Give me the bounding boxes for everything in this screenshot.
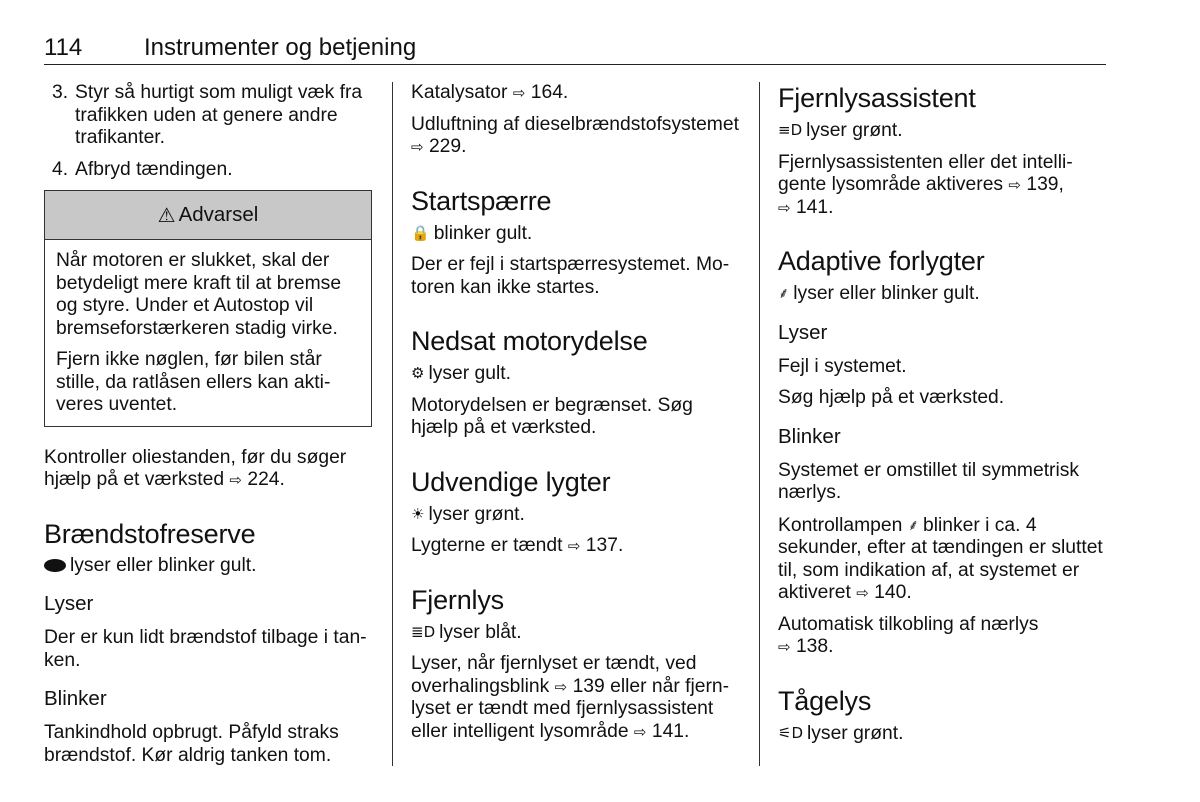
section-heading: Udvendige lygter (411, 466, 611, 497)
warning-header (45, 191, 371, 240)
page-header (44, 34, 1106, 65)
page-ref-arrow-icon: ⇨ (1008, 176, 1021, 194)
adaptive-headlight-icon: ⸙ (907, 515, 919, 534)
paragraph: ⚙ lyser gult. (411, 363, 511, 384)
warning-box (44, 190, 372, 427)
warning-title: Advarsel (178, 203, 259, 226)
list-item: 4. Afbryd tændingen. (52, 158, 233, 180)
paragraph: ≣D lyser blåt. (411, 621, 522, 643)
page-ref-arrow-icon: ⇨ (856, 584, 869, 602)
paragraph: Kontroller oliestanden, før du søger hjælp på et værksted ⇨ 224. (44, 446, 347, 490)
paragraph: Lygterne er tændt ⇨ 137. (411, 535, 624, 556)
page-ref-arrow-icon: ⇨ (778, 638, 791, 656)
warning-text: Fjern ikke nøglen, før bilen står stille, da ratlåsen ellers kan aktiveres uventet. (56, 349, 331, 415)
paragraph: Der er fejl i startspærresystemet. Motoren kan ikke startes. (411, 254, 730, 298)
high-beam-assist-icon: ≡D (778, 121, 803, 139)
paragraph: ≡D lyser grønt. (778, 120, 903, 141)
paragraph: Automatisk tilkobling af nærlys ⇨ 138. (778, 613, 1039, 657)
paragraph: ⸙ lyser eller blinker gult. (778, 283, 980, 304)
warning-text: Når motoren er slukket, skal der betydeligt mere kraft til at bremse og styre. Under et Autostop vil bremseforstærkeren stadig virke. (56, 250, 342, 339)
column-1 (44, 82, 376, 767)
section-heading: Fjernlys (411, 584, 504, 615)
paragraph: Fjernlysassistenten eller det intelligente lysområde aktiveres ⇨ 139, ⇨ 141. (778, 151, 1073, 218)
immobilizer-icon: 🔒 (411, 223, 430, 242)
paragraph: 🔒 blinker gult. (411, 222, 533, 244)
section-heading: Adaptive forlygter (778, 246, 985, 276)
page-number: 114 (44, 34, 83, 61)
high-beam-icon: ≣D (411, 622, 436, 641)
adaptive-headlight-icon: ⸙ (778, 284, 790, 302)
column-divider (392, 82, 393, 766)
page-ref-arrow-icon: ⇨ (778, 198, 791, 217)
page-ref-arrow-icon: ⇨ (229, 471, 242, 489)
subheading: Blinker (44, 687, 107, 710)
paragraph: Kontrollampen ⸙ blinker i ca. 4 sekunder, efter at tændingen er sluttet til, som indikation af, at systemet er aktiveret ⇨ 140. (778, 514, 1103, 603)
paragraph: Søg hjælp på et værksted. (778, 387, 1005, 408)
section-heading: Nedsat motorydelse (411, 326, 648, 356)
page-ref-arrow-icon: ⇨ (567, 537, 581, 555)
paragraph: Katalysator ⇨ 164. (411, 82, 569, 103)
chapter-title: Instrumenter og betjening (144, 34, 417, 61)
section-heading: Fjernlysassistent (778, 83, 976, 113)
paragraph: Udluftning af dieselbrændstofsystemet ⇨ 229. (411, 113, 739, 157)
paragraph: Fejl i systemet. (778, 355, 907, 377)
column-3 (778, 82, 1108, 745)
page-ref-arrow-icon: ⇨ (554, 677, 568, 696)
section-heading: Startspærre (411, 185, 552, 216)
warning-triangle-icon: ⚠ (157, 204, 176, 227)
paragraph: Motorydelsen er begrænset. Søg hjælp på et værksted. (411, 394, 693, 438)
paragraph: Der er kun lidt brændstof tilbage i tanken. (44, 627, 367, 671)
paragraph: Tankindhold opbrugt. Påfyld straks brændstof. Kør aldrig tanken tom. (44, 722, 339, 766)
paragraph: ☀ lyser grønt. (411, 503, 525, 525)
subheading: Lyser (44, 592, 94, 615)
column-divider (759, 82, 760, 766)
section-heading: Tågelys (778, 685, 872, 716)
column-2 (411, 82, 741, 743)
paragraph: lyser eller blinker gult. (44, 555, 376, 578)
paragraph: Lyser, når fjernlyset er tændt, ved overhalingsblink ⇨ 139 eller når fjernlyset er tændt med fjernlysassistent eller intelligent lysområde ⇨ 141. (411, 653, 730, 742)
subheading: Blinker (778, 424, 841, 448)
list-item: 3. Styr så hurtigt som muligt væk fra trafikken uden at genere andre trafikanter. (52, 82, 363, 148)
section-heading: Brændstofreserve (44, 518, 256, 549)
numbered-list (44, 82, 376, 181)
subheading: Lyser (778, 320, 828, 344)
page-ref-arrow-icon: ⇨ (512, 84, 526, 102)
fog-light-icon: ⚟D (778, 723, 803, 742)
fuel-reserve-icon (44, 559, 66, 572)
paragraph: Systemet er omstillet til symmetrisk nærlys. (778, 459, 1080, 503)
exterior-lights-icon: ☀ (411, 504, 425, 523)
page-ref-arrow-icon: ⇨ (411, 138, 424, 156)
page-ref-arrow-icon: ⇨ (633, 722, 647, 741)
paragraph: ⚟D lyser grønt. (778, 722, 904, 744)
reduced-power-icon: ⚙ (411, 364, 425, 382)
